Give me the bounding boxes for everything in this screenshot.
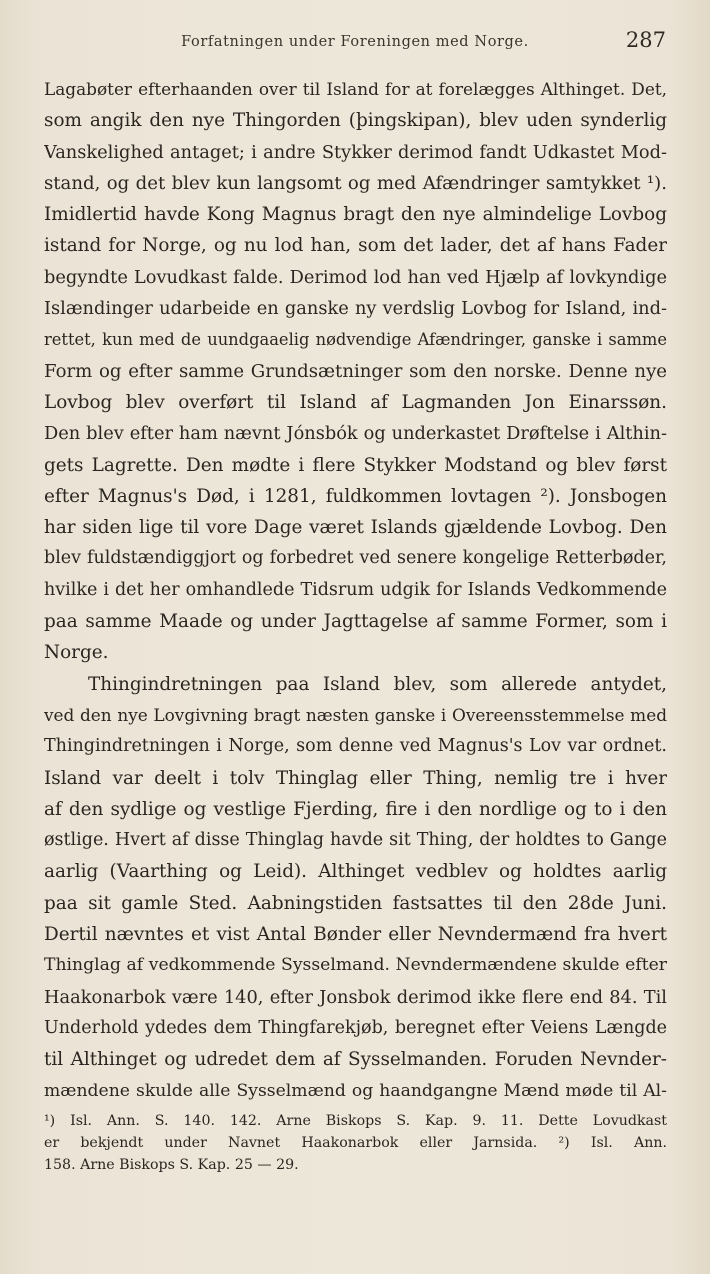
footnote-line: ¹) Isl. Ann. S. 140. 142. Arne Biskops S. Kap. 9. 11. Dette Lovudkast [44, 1113, 667, 1129]
text-line: Lagabøter efterhaanden over til Island for at forelægges Althinget. Det, [44, 79, 667, 99]
text-line: gets Lagrette. Den mødte i flere Stykker Modstand og blev først [44, 454, 667, 476]
text-line: Form og efter samme Grundsætninger som den norske. Denne nye [44, 360, 667, 382]
footnotes [44, 1110, 667, 1176]
running-header: Forfatningen under Foreningen med Norge. [181, 34, 529, 50]
text-line: stand, og det blev kun langsomt og med Afændringer samtykket ¹). [44, 172, 667, 194]
text-line: Islændinger udarbeide en ganske ny verdslig Lovbog for Island, ind- [44, 298, 667, 320]
text-line: Island var deelt i tolv Thinglag eller Thing, nemlig tre i hver [44, 767, 667, 789]
text-line: østlige. Hvert af disse Thinglag havde sit Thing, der holdtes to Gange [44, 830, 667, 851]
text-line: hvilke i det her omhandlede Tidsrum udgik for Islands Vedkommende [44, 579, 667, 600]
text-line: Dertil nævntes et vist Antal Bønder eller Nevndermænd fra hvert [44, 924, 667, 946]
text-line: aarlig (Vaarthing og Leid). Althinget vedblev og holdtes aarlig [44, 861, 667, 883]
text-line: Haakonarbok være 140, efter Jonsbok derimod ikke flere end 84. Til [44, 986, 667, 1008]
text-line: paa sit gamle Sted. Aabningstiden fastsattes til den 28de Juni. [44, 892, 667, 914]
footnote-line: er bekjendt under Navnet Haakonarbok eller Jarnsida. ²) Isl. Ann. [44, 1135, 667, 1151]
text-line: har siden lige til vore Dage været Islands gjældende Lovbog. Den [44, 517, 667, 539]
text-line: rettet, kun med de uundgaaelig nødvendige Afændringer, ganske i samme [44, 330, 667, 350]
text-line: Lovbog blev overført til Island af Lagmanden Jon Einarssøn. [44, 391, 667, 413]
text-line: Thingindretningen paa Island blev, som allerede antydet, [88, 673, 667, 695]
footnote-line: 158. Arne Biskops S. Kap. 25 — 29. [44, 1157, 299, 1173]
text-line: Imidlertid havde Kong Magnus bragt den nye almindelige Lovbog [44, 204, 667, 226]
text-line: af den sydlige og vestlige Fjerding, fire i den nordlige og to i den [44, 798, 667, 820]
text-line: Vanskelighed antaget; i andre Stykker derimod fandt Udkastet Mod- [44, 141, 667, 163]
text-line: som angik den nye Thingorden (þingskipan), blev uden synderlig [44, 110, 667, 132]
body-text [44, 74, 667, 1107]
text-line: Thingindretningen i Norge, som denne ved Magnus's Lov var ordnet. [44, 736, 667, 757]
text-line: mændene skulde alle Sysselmænd og haandgangne Mænd møde til Al- [44, 1080, 667, 1101]
text-line: Norge. [44, 642, 109, 664]
text-line: Den blev efter ham nævnt Jónsbók og underkastet Drøftelse i Althin- [44, 423, 667, 445]
text-line: begyndte Lovudkast falde. Derimod lod han ved Hjælp af lovkyndige [44, 266, 667, 288]
text-line: til Althinget og udredet dem af Sysselmanden. Foruden Nevnder- [44, 1049, 667, 1071]
text-line: ved den nye Lovgivning bragt næsten ganske i Overeensstemmelse med [44, 704, 667, 725]
page-number: 287 [625, 28, 666, 52]
text-line: paa samme Maade og under Jagttagelse af samme Former, som i [44, 611, 667, 633]
text-line: istand for Norge, og nu lod han, som det lader, det af hans Fader [44, 235, 667, 257]
text-line: Underhold ydedes dem Thingfarekjøb, beregnet efter Veiens Længde [44, 1017, 667, 1038]
text-line: Thinglag af vedkommende Sysselmand. Nevndermændene skulde efter [44, 955, 667, 976]
text-line: efter Magnus's Død, i 1281, fuldkommen lovtagen ²). Jonsbogen [44, 485, 667, 507]
text-line: blev fuldstændiggjort og forbedret ved senere kongelige Retterbøder, [44, 548, 667, 569]
